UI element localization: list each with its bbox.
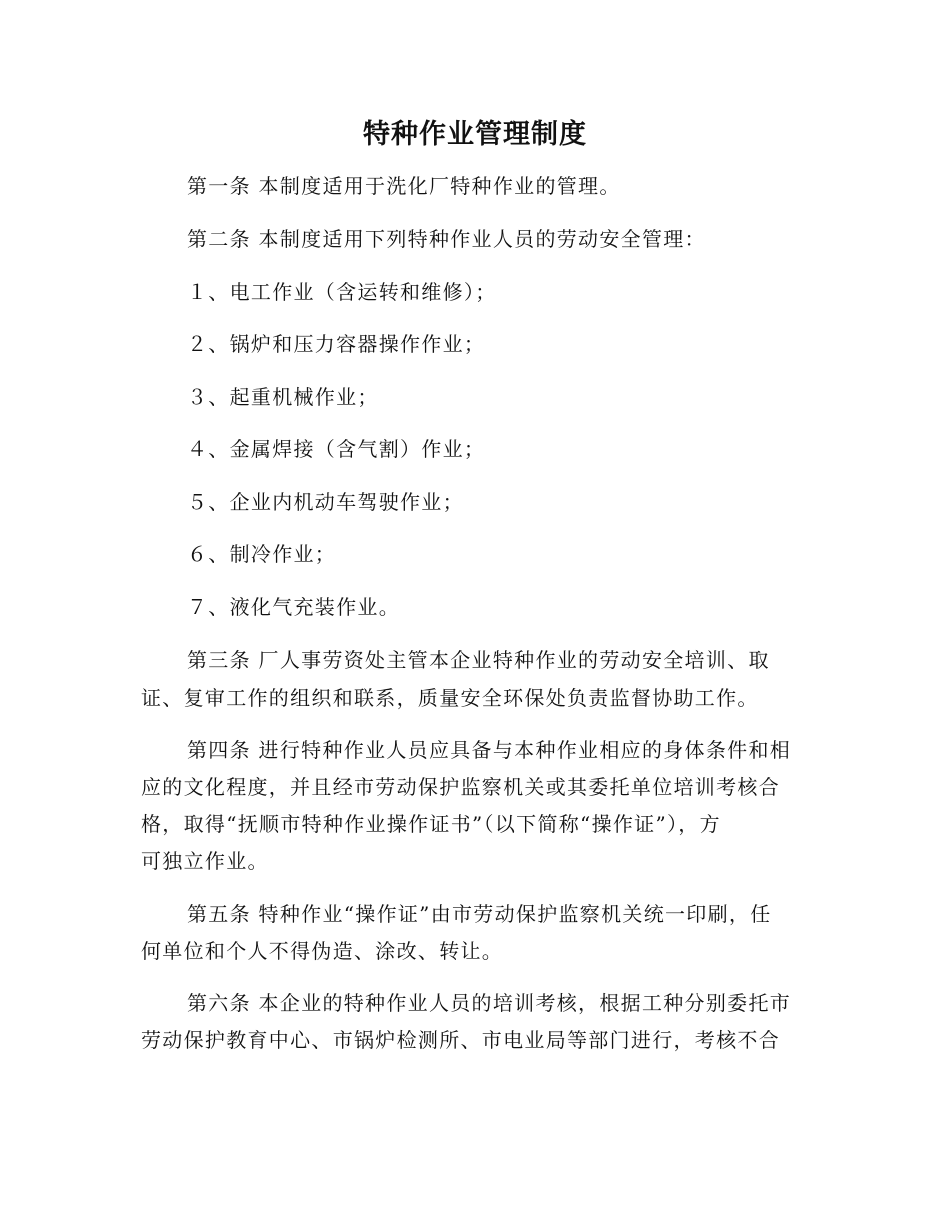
- clause-4-line-1: 第四条 进行特种作业人员应具备与本种作业相应的身体条件和相: [187, 738, 792, 762]
- clause-6-line-2: 劳动保护教育中心、市锅炉检测所、市电业局等部门进行，考核不合: [141, 1028, 780, 1052]
- list-item-6: ６、制冷作业；: [187, 542, 337, 566]
- list-item-3: ３、起重机械作业；: [187, 385, 379, 409]
- clause-4-line-3: 格，取得“抚顺市特种作业操作证书”（以下简称“操作证”），方: [141, 812, 721, 836]
- clause-3-line-1: 第三条 厂人事劳资处主管本企业特种作业的劳动安全培训、取: [187, 648, 770, 672]
- clause-4-line-2: 应的文化程度，并且经市劳动保护监察机关或其委托单位培训考核合: [141, 775, 780, 799]
- list-item-4: ４、金属焊接（含气割）作业；: [187, 437, 486, 461]
- clause-6-line-1: 第六条 本企业的特种作业人员的培训考核，根据工种分别委托市: [187, 991, 792, 1015]
- list-item-7: ７、液化气充装作业。: [187, 595, 400, 619]
- list-item-2: ２、锅炉和压力容器操作作业；: [187, 332, 486, 356]
- clause-3-line-2: 证、复审工作的组织和联系，质量安全环保处负责监督协助工作。: [141, 686, 759, 710]
- list-item-1: １、电工作业（含运转和维修）；: [187, 280, 497, 304]
- document-title: 特种作业管理制度: [363, 119, 587, 150]
- clause-5-line-1: 第五条 特种作业“操作证”由市劳动保护监察机关统一印刷，任: [187, 902, 772, 926]
- clause-2: 第二条 本制度适用下列特种作业人员的劳动安全管理：: [187, 227, 706, 251]
- clause-4-line-4: 可独立作业。: [141, 849, 269, 873]
- clause-5-line-2: 何单位和个人不得伪造、涂改、转让。: [141, 939, 504, 963]
- clause-1: 第一条 本制度适用于洗化厂特种作业的管理。: [187, 174, 621, 198]
- list-item-5: ５、企业内机动车驾驶作业；: [187, 490, 464, 514]
